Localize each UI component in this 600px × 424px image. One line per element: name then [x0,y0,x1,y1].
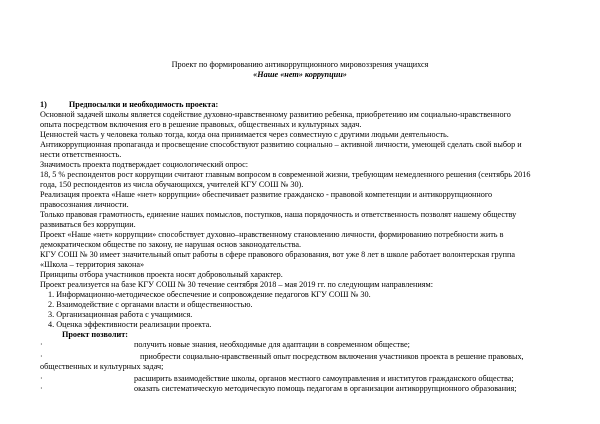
body-line: правосознания личности. [40,200,129,209]
allows-item-continuation: общественных и культурных задач; [40,362,164,371]
bullet-icon: · [40,340,43,349]
direction-item: 1. Информационно-методическое обеспечение и сопровождение педагогов КГУ СОШ № 30. [48,290,371,299]
document-title: Проект по формированию антикоррупционного мировоззрения учащихся [171,60,429,69]
section-title: Предпосылки и необходимость проекта: [68,100,219,109]
body-line: года, 150 респондентов из числа обучающихся, учителей КГУ СОШ № 30). [40,180,304,189]
body-line: Принципы отбора участников проекта носят добровольный характер. [40,270,283,279]
allows-item: получить новые знания, необходимые для адаптации в современном обществе; [134,340,410,349]
section-heading [40,100,218,110]
allows-item: приобрести социально-нравственный опыт посредством включения участников проекта в решение правовых, [140,352,524,361]
body-line: «Школа – территория закона» [40,260,145,269]
direction-item: 2. Взаимодействие с органами власти и общественностью. [48,300,253,309]
body-line: Проект реализуется на базе КГУ СОШ № 30 течение сентября 2018 – мая 2019 гг. по следующим направлениям: [40,280,433,289]
body-line: опыта посредством включения его в решение правовых, общественных и культурных задач. [40,120,362,129]
allows-item: оказать систематическую методическую помощь педагогам в организации антикоррупционного образования; [134,384,517,393]
body-line: Антикоррупционная пропаганда и просвещение способствуют развитию социально – активной личности, умеющей сделать свой выбор и [40,140,522,149]
body-line: Основной задачей школы является содействие духовно-нравственному развитию ребенка, приобретению им социально-нравственного [40,110,511,119]
direction-item: 4. Оценка эффективности реализации проекта. [48,320,212,329]
direction-item: 3. Организационная работа с учащимися. [48,310,193,319]
body-line: Проект «Наше «нет» коррупции» способствует духовно–нравственному становлению личности, формированию потребности жить в [40,230,504,239]
allows-heading: Проект позволит: [62,330,128,339]
bullet-icon: · [40,374,43,383]
body-line: Значимость проекта подтверждает социологический опрос: [40,160,249,169]
body-line: 18, 5 % респондентов рост коррупции считают главным вопросом в современной жизни, требующим немедленного решения (сентябрь 2016 [40,170,531,179]
body-line: Ценностей часть у человека только тогда, когда она принимается через совместную с другими людьми деятельность. [40,130,449,139]
section-number: 1) [40,100,47,109]
body-line: Реализация проекта «Наше «нет» коррупции» обеспечивает развитие гражданско - правовой компетенции и антикоррупционного [40,190,493,199]
bullet-icon: · [40,352,43,361]
bullet-icon: · [40,384,43,393]
body-line: нести ответственность. [40,150,122,159]
body-line: КГУ СОШ № 30 имеет значительный опыт работы в сфере правового образования, вот уже 8 лет в школе работает волонтерская группа [40,250,516,259]
body-line: Только правовая грамотность, единение наших помыслов, поступков, наша порядочность и ответственность позволят нашему обществу [40,210,517,219]
document-header [0,60,600,80]
allows-item: расширить взаимодействие школы, органов местного самоуправления и институтов гражданского общества; [134,374,514,383]
body-line: развиваться без коррупции. [40,220,136,229]
body-line: демократическом обществе по закону, не нарушая основ законодательства. [40,240,302,249]
project-name: «Наше «нет» коррупции» [253,70,347,79]
